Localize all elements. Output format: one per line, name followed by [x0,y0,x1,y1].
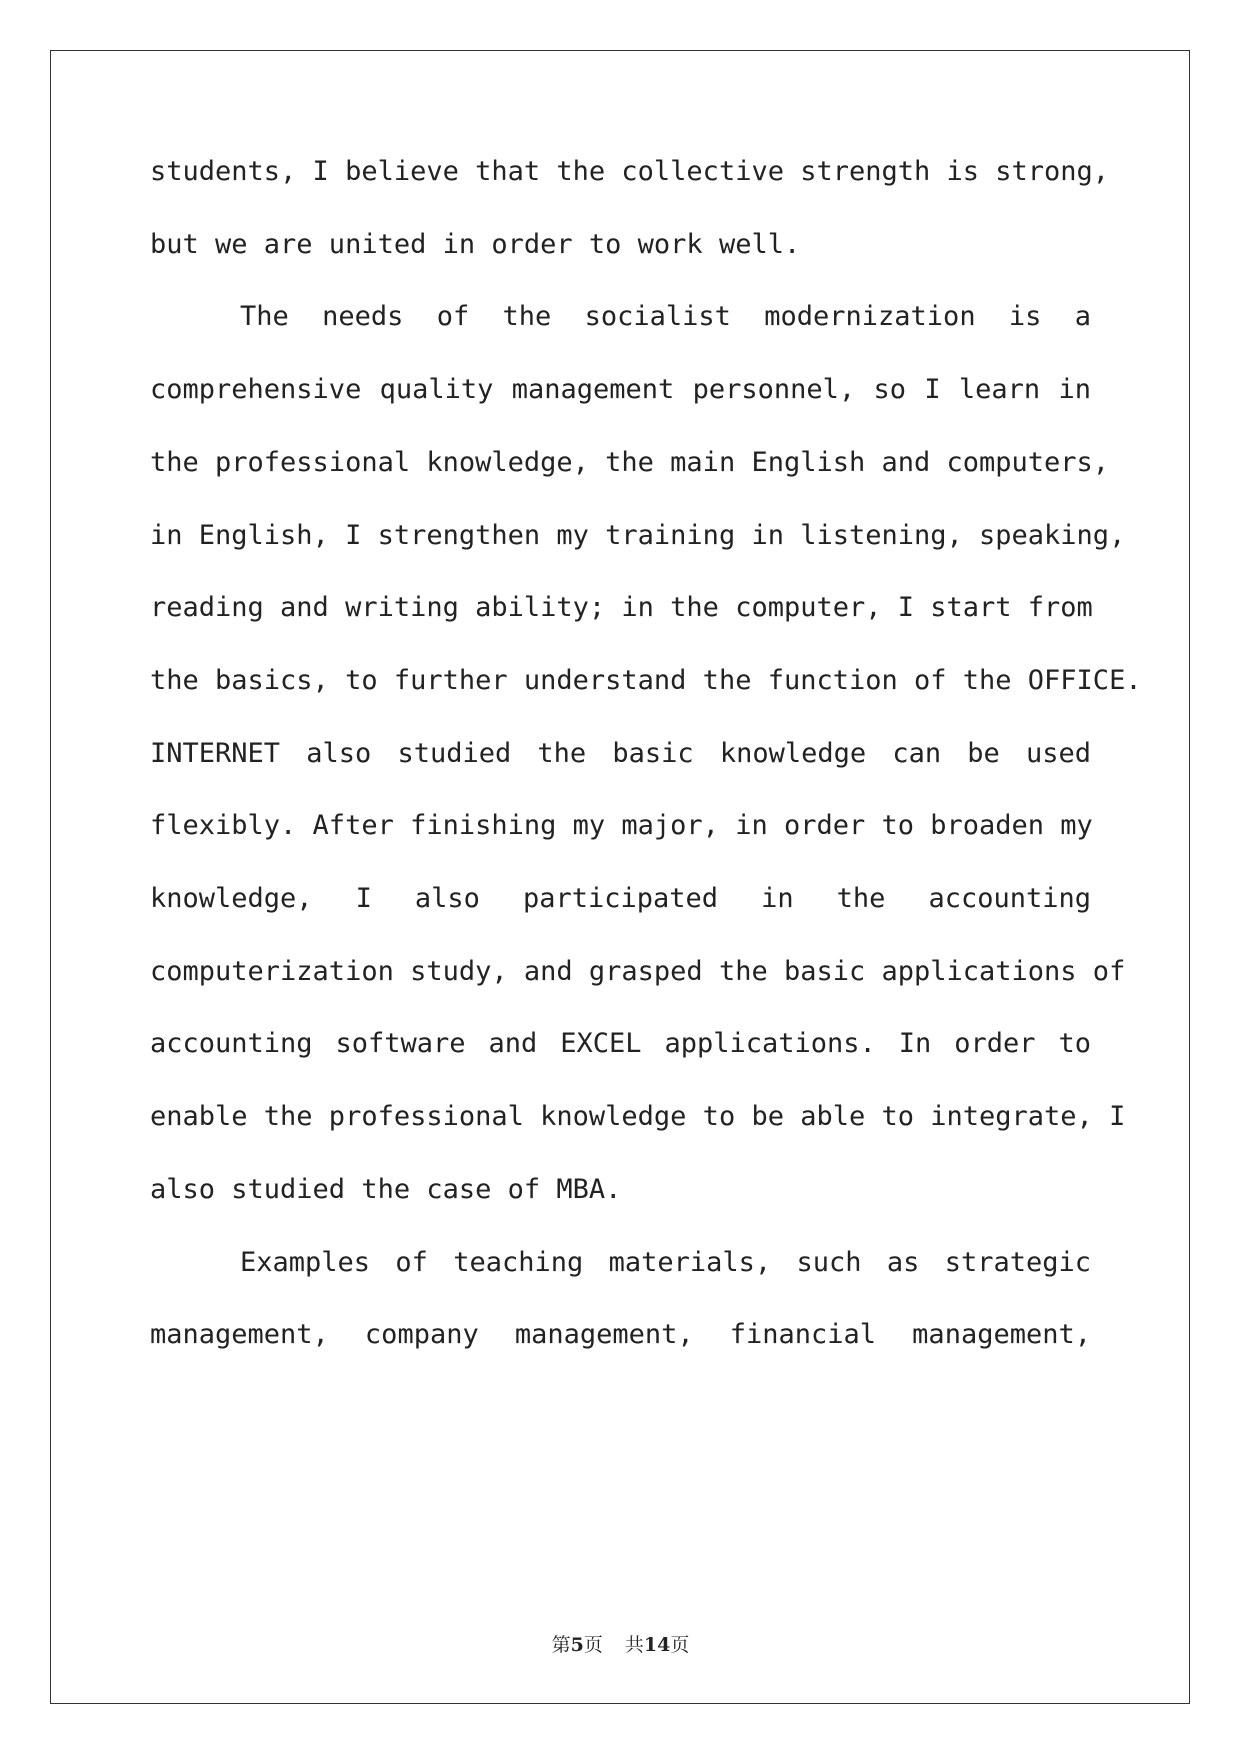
footer-total-suffix: 页 [670,1634,690,1656]
text-line: management, company management, financial management, [150,1319,1091,1351]
page-footer [0,1630,1241,1657]
text-line: but we are united in order to work well. [150,228,801,260]
text-line: computerization study, and grasped the basic applications of [150,955,1126,987]
text-line: The needs of the socialist modernization is a [240,301,1091,333]
text-line: INTERNET also studied the basic knowledge can be used [150,737,1091,769]
text-line: students, I believe that the collective strength is strong, [150,156,1110,187]
text-line: the basics, to further understand the function of the OFFICE. [150,664,1142,696]
text-line: the professional knowledge, the main English and computers, [150,446,1110,478]
text-line: reading and writing ability; in the computer, I start from [150,592,1093,624]
text-line: Examples of teaching materials, such as strategic [240,1246,1091,1278]
text-line: comprehensive quality management personnel, so I learn in [150,374,1091,406]
footer-total-prefix: 共 [624,1634,644,1656]
text-line: accounting software and EXCEL applications. In order to [150,1028,1091,1060]
footer-total-pages: 14 [643,1634,671,1656]
text-line: also studied the case of MBA. [150,1173,622,1205]
footer-page-suffix: 页 [583,1634,603,1656]
text-line: enable the professional knowledge to be able to integrate, I [150,1101,1126,1133]
text-line: flexibly. After finishing my major, in order to broaden my [150,810,1093,842]
page-border [50,50,1190,1704]
text-line: knowledge, I also participated in the accounting [150,883,1091,914]
footer-page-prefix: 第 [551,1634,571,1656]
text-line: in English, I strengthen my training in listening, speaking, [150,519,1126,551]
footer-page-number: 5 [570,1634,584,1656]
